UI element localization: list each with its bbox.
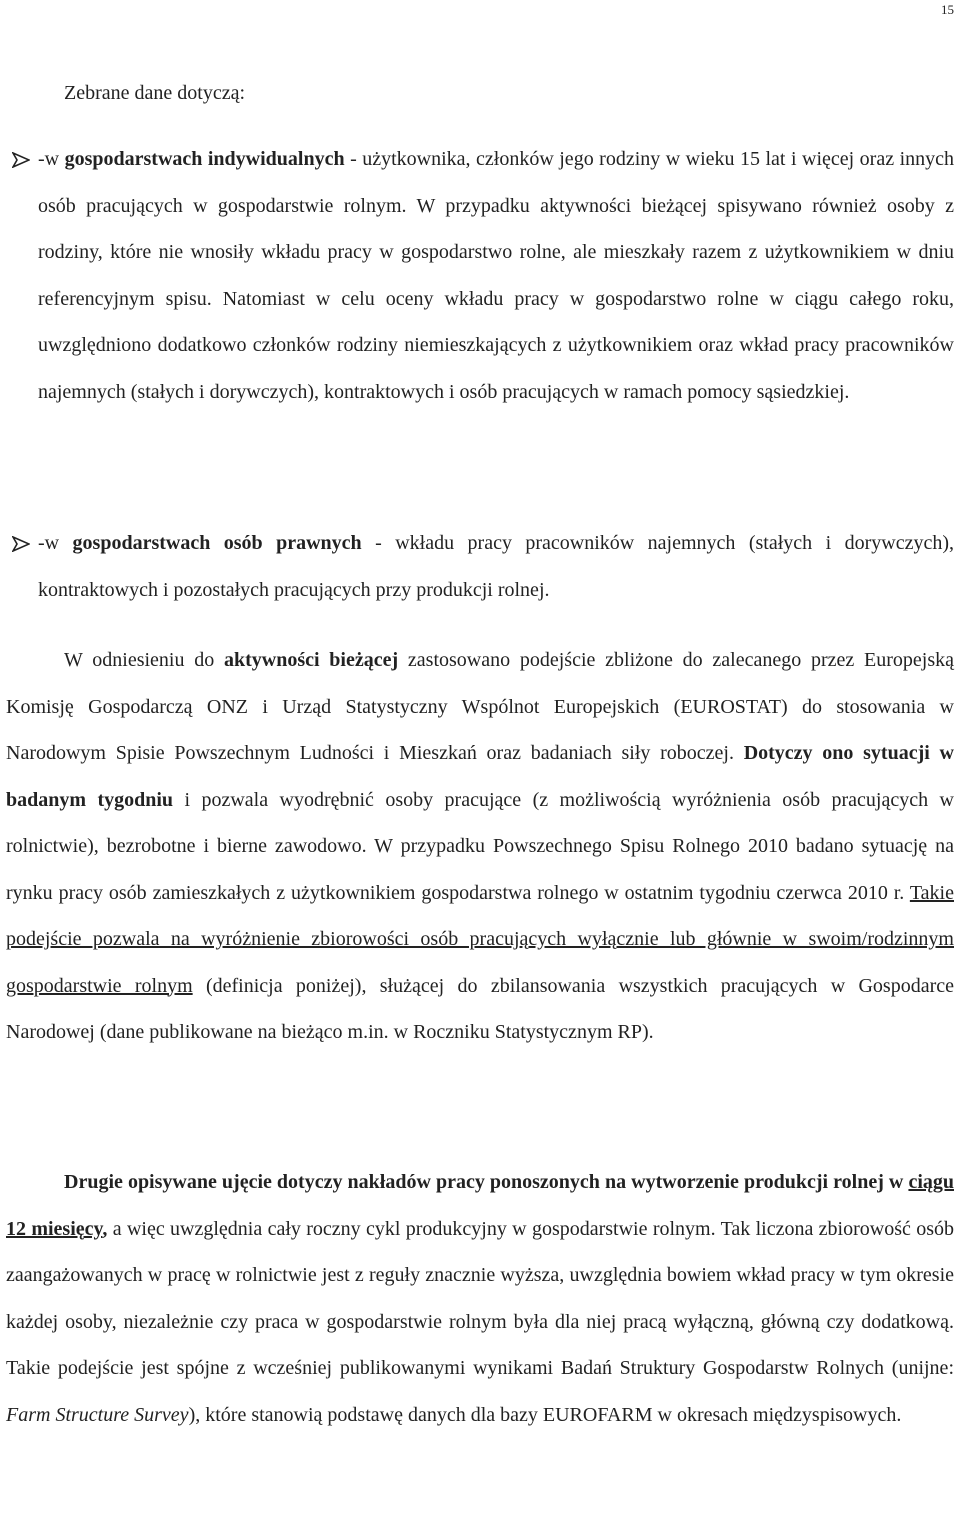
bullet-text: - wkładu pracy pracowników najemnych (stałych i dorywczych), kontraktowych i pozostałych pracujących przy produkcji rolnej. [38, 532, 954, 601]
bullet-bold-term: gospodarstwach osób prawnych [72, 532, 362, 554]
bullet-text: - użytkownika, członków jego rodziny w wieku 15 lat i więcej oraz innych osób pracujących w gospodarstwie rolnym. W przypadku aktywności bieżącej spisywano również osoby z rodziny, które nie wnosiły wkładu pracy w gospodarstwo rolne, ale mieszkały razem z użytkownikiem w dniu referencyjnym spisu. Natomiast w celu oceny wkładu pracy w gospodarstwo rolne w ciągu całego roku, uwzględniono dodatkowo członków rodziny niemieszkających z użytkownikiem oraz wkład pracy pracowników najemnych (stałych i dorywczych), kontraktowych i osób pracujących w ramach pomocy sąsiedzkiej. [38, 148, 955, 403]
arrow-bullet-icon [12, 520, 30, 552]
paragraph-annual-labour: Drugie opisywane ujęcie dotyczy nakładów pracy ponoszonych na wytworzenie produkcji rolnej w ciągu 12 miesięcy, a więc uwzględnia cały roczny cykl produkcyjny w gospodarstwie rolnym. Tak liczona zbiorowość osób zaangażowanych w pracę w rolnictwie jest z reguły znacznie wyższa, uwzględnia bowiem wkład pracy w tym okresie każdej osoby, niezależnie czy praca w gospodarstwie rolnym była dla niej pracą wyłączną, główną czy dodatkową. Takie podejście jest spójne z wcześniej publikowanymi wynikami Badań Struktury Gospodarstw Rolnych (unijne: Farm Structure Survey), które stanowią podstawę danych dla bazy EUROFARM w okresach międzyspisowych. [6, 1171, 954, 1426]
page-number: 15 [941, 2, 954, 17]
arrow-bullet-icon [12, 136, 30, 168]
intro-text: Zebrane dane dotyczą: [64, 82, 246, 104]
paragraph-current-activity: W odniesieniu do aktywności bieżącej zastosowano podejście zbliżone do zalecanego przez Europejską Komisję Gospodarczą ONZ i Urząd Statystyczny Wspólnot Europejskich (EUROSTAT) do stosowania w Narodowym Spisie Powszechnym Ludności i Mieszkań oraz badaniach siły roboczej. Dotyczy ono sytuacji w badanym tygodniu i pozwala wyodrębnić osoby pracujące (z możliwością wyróżnienia osób pracujących w rolnictwie), bezrobotne i bierne zawodowo. W przypadku Powszechnego Spisu Rolnego 2010 badano sytuację na rynku pracy osób zamieszkałych z użytkownikiem gospodarstwa rolnego w ostatnim tygodniu czerwca 2010 r. Takie podejście pozwala na wyróżnienie zbiorowości osób pracujących wyłącznie lub głównie w swoim/rodzinnym gospodarstwie rolnym (definicja poniżej), służącej do zbilansowania wszystkich pracujących w Gospodarce Narodowej (dane publikowane na bieżąco m.in. w Roczniku Statystycznym RP). [6, 649, 954, 1043]
bullet-item-legal [38, 520, 954, 613]
bullet-bold-term: gospodarstwach indywidualnych [64, 148, 345, 170]
bullet-prefix: -w [38, 148, 65, 170]
bullet-prefix: -w [38, 532, 73, 554]
bullet-item-individual [38, 136, 954, 415]
